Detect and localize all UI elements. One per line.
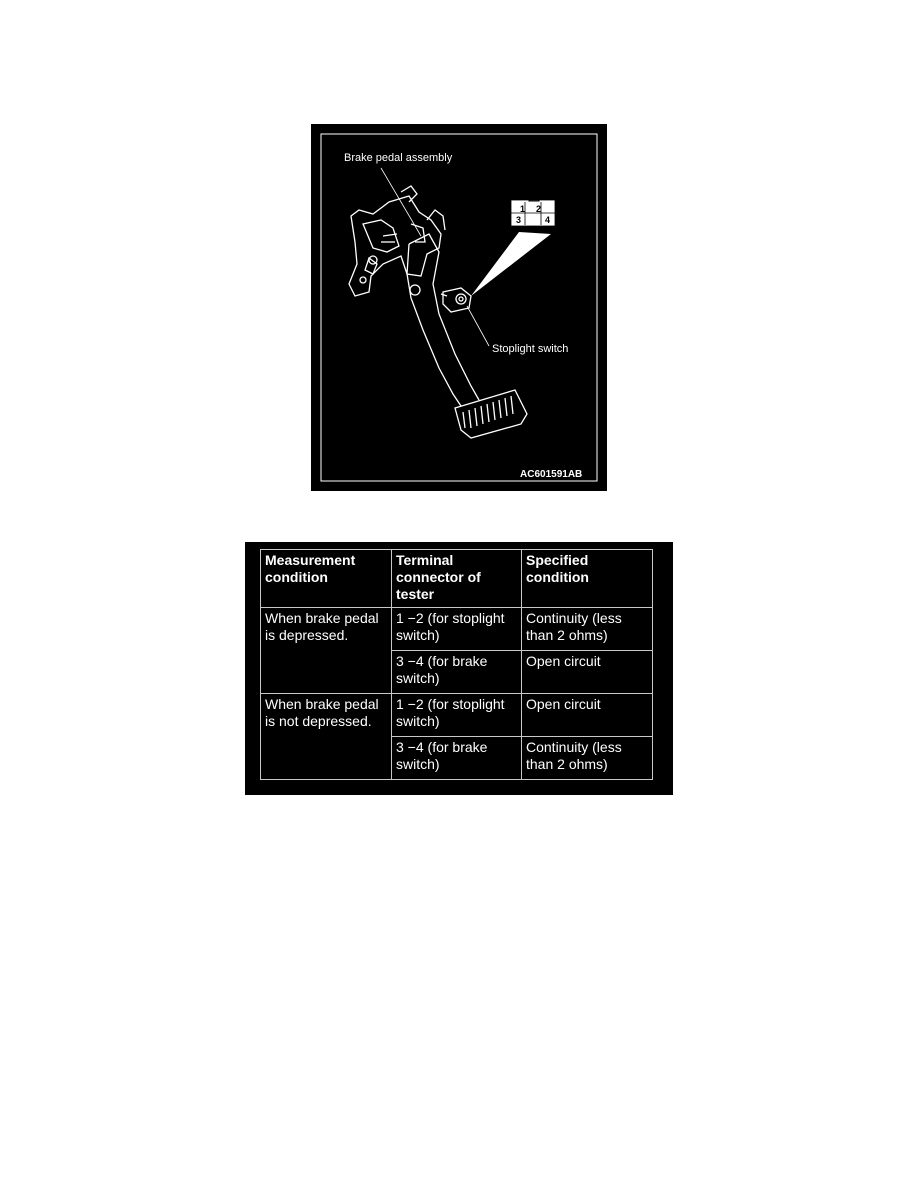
pedal-bracket: [349, 186, 445, 296]
pedal-arm: [407, 234, 479, 406]
condition-cell: When brake pedal is depressed.: [261, 608, 392, 694]
connector-callout-wedge: [471, 232, 551, 296]
connector-pin-1: 1: [520, 204, 526, 214]
terminal-cell: 3 −4 (for brake switch): [392, 651, 522, 694]
specification-table: [260, 549, 653, 780]
stoplight-switch-shape: [443, 288, 471, 312]
connector-pin-2: 2: [536, 204, 542, 214]
terminal-cell: 1 −2 (for stoplight switch): [392, 608, 522, 651]
specification-table-container: [245, 542, 673, 795]
stoplight-switch-label: Stoplight switch: [492, 343, 569, 355]
spec-cell: Continuity (less than 2 ohms): [522, 608, 653, 651]
spec-cell: Continuity (less than 2 ohms): [522, 737, 653, 780]
brake-pedal-assembly-label: Brake pedal assembly: [344, 152, 453, 164]
header-terminal-connector: Terminal connector of tester: [392, 550, 522, 608]
brake-pedal-illustration: [311, 124, 607, 491]
terminal-cell: 1 −2 (for stoplight switch): [392, 694, 522, 737]
connector-pin-4: 4: [545, 215, 551, 225]
table-row: [261, 608, 653, 651]
terminal-cell: 3 −4 (for brake switch): [392, 737, 522, 780]
brake-pedal-figure: [311, 124, 607, 491]
condition-cell: When brake pedal is not depressed.: [261, 694, 392, 780]
header-measurement-condition: Measurement condition: [261, 550, 392, 608]
figure-code: AC601591AB: [520, 469, 583, 480]
spec-cell: Open circuit: [522, 694, 653, 737]
pedal-pad: [455, 390, 527, 438]
table-row: [261, 694, 653, 737]
spec-cell: Open circuit: [522, 651, 653, 694]
header-specified-condition: Specified condition: [522, 550, 653, 608]
table-header-row: [261, 550, 653, 608]
connector-pin-3: 3: [516, 215, 522, 225]
